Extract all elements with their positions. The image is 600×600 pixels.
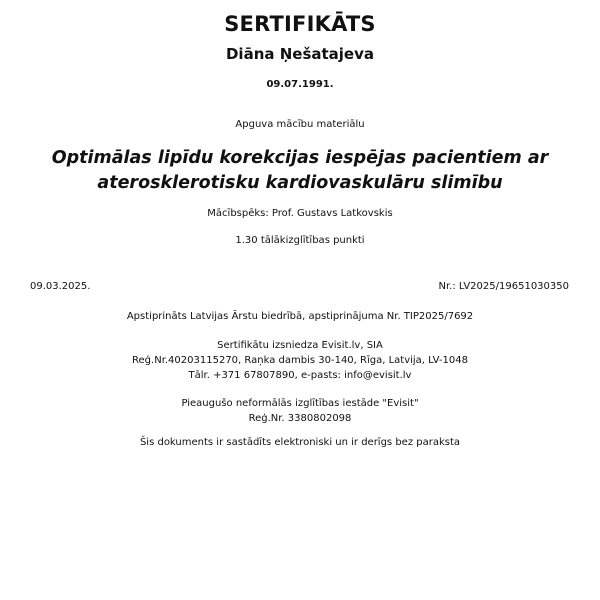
institution-line-1: Pieaugušo neformālās izglītības iestāde "Evisit"	[181, 398, 419, 409]
certificate-number: Nr.: LV2025/19651030350	[438, 281, 569, 292]
institution-line-2: Reģ.Nr. 3380802098	[248, 413, 352, 424]
institution-block	[0, 396, 600, 426]
birth-date: 09.07.1991.	[266, 79, 334, 90]
course-title-line-2: aterosklerotisku kardiovaskulāru slimību	[97, 173, 503, 193]
certificate-title: SERTIFIKĀTS	[224, 12, 376, 36]
issuer-block	[0, 338, 600, 383]
issuer-line-1: Sertifikātu izsniedza Evisit.lv, SIA	[217, 340, 383, 351]
course-title-line-1: Optimālas lipīdu korekcijas iespējas pacientiem ar	[51, 148, 549, 168]
recipient-name: Diāna Ņešatajeva	[225, 45, 375, 63]
issuer-line-3: Tālr. +371 67807890, e-pasts: info@evisit.lv	[188, 370, 412, 381]
lecturer: Mācībspēks: Prof. Gustavs Latkovskis	[207, 208, 393, 219]
electronic-document-note: Šis dokuments ir sastādīts elektroniski un ir derīgs bez paraksta	[139, 437, 461, 448]
completed-label: Apguva mācību materiālu	[235, 119, 365, 130]
course-title	[0, 146, 600, 196]
approval-statement: Apstiprināts Latvijas Ārstu biedrībā, apstiprinājuma Nr. TIP2025/7692	[126, 311, 474, 322]
education-points: 1.30 tālākizglītības punkti	[235, 235, 365, 246]
issue-date: 09.03.2025.	[30, 281, 91, 292]
issuer-line-2: Reģ.Nr.40203115270, Raņka dambis 30-140, Rīga, Latvija, LV-1048	[132, 355, 468, 366]
